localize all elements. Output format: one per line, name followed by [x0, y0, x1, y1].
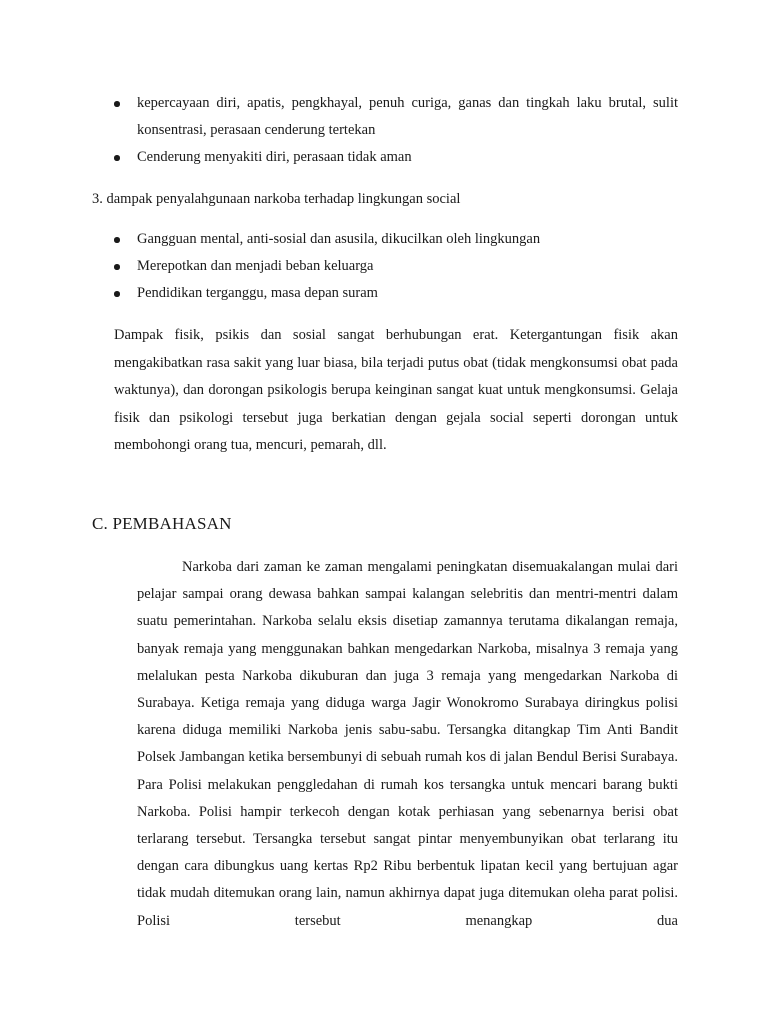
list-item: kepercayaan diri, apatis, pengkhayal, penuh curiga, ganas dan tingkah laku brutal, sulit konsentrasi, perasaan cenderung tertekan — [114, 90, 678, 144]
numbered-item-3: 3. dampak penyalahgunaan narkoba terhadap lingkungan social — [92, 191, 461, 207]
list-item: Gangguan mental, anti-sosial dan asusila, dikucilkan oleh lingkungan — [114, 226, 678, 253]
list-item: Merepotkan dan menjadi beban keluarga — [114, 253, 678, 280]
discussion-paragraph: Narkoba dari zaman ke zaman mengalami peningkatan disemuakalangan mulai dari pelajar sampai orang dewasa bahkan sampai kalangan selebritis dan mentri-mentri dalam suatu pemerintahan. Narkoba selalu eksis disetiap zamannya terutama dikalangan remaja, banyak remaja yang menggunakan bahkan mengedarkan Narkoba, misalnya 3 remaja yang melalukan pesta Narkoba dikuburan dan juga 3 remaja yang mengedarkan Narkoba di Surabaya. Ketiga remaja yang diduga warga Jagir Wonokromo Surabaya diringkus polisi karena diduga memiliki Narkoba jenis sabu-sabu. Tersangka ditangkap Tim Anti Bandit Polsek Jambangan ketika bersembunyi di sebuah rumah kos di jalan Bendul Berisi Surabaya. Para Polisi melakukan penggledahan di rumah kos tersangka untuk mencari barang bukti Narkoba. Polisi hampir terkecoh dengan kotak perhiasan yang sebenarnya berisi obat terlarang tersebut. Tersangka tersebut sangat pintar menyembunyikan obat terlarang itu dengan cara dibungkus uang kertas Rp2 Ribu berbentuk lipatan kecil yang bertujuan agar tidak mudah ditemukan orang lain, namun akhirnya dapat juga ditemukan oleha parat polisi. Polisi tersebut menangkap dua — [137, 559, 678, 929]
effects-bullet-list — [114, 90, 678, 171]
list-item: Cenderung menyakiti diri, perasaan tidak aman — [114, 144, 678, 171]
social-effects-bullet-list — [114, 226, 678, 307]
section-heading: C. PEMBAHASAN — [92, 514, 232, 533]
summary-paragraph: Dampak fisik, psikis dan sosial sangat berhubungan erat. Ketergantungan fisik akan mengakibatkan rasa sakit yang luar biasa, bila terjadi putus obat (tidak mengkonsumsi obat pada waktunya), dan dorongan psikologis berupa keinginan sangat kuat untuk mengkonsumsi. Gelaja fisik dan psikologi tersebut juga berkatian dengan gejala social seperti dorongan untuk membohongi orang tua, mencuri, pemarah, dll. — [114, 327, 678, 453]
list-item: Pendidikan terganggu, masa depan suram — [114, 280, 678, 307]
